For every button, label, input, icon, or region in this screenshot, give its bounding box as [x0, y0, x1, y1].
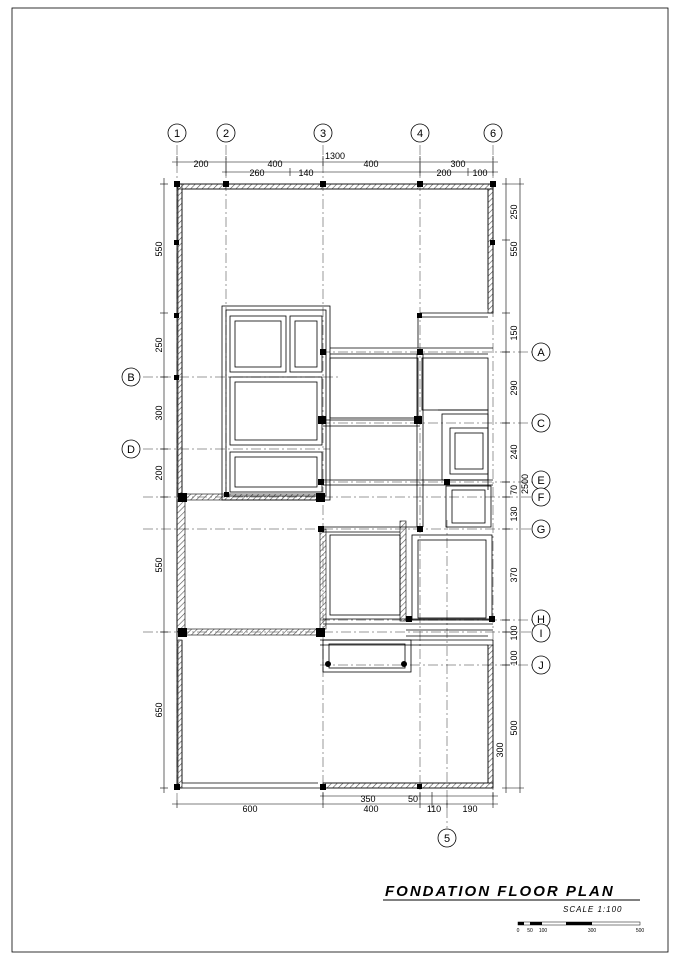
scale-tick-0: 0: [516, 928, 520, 934]
grid-label-A: A: [537, 347, 545, 359]
dim-right-2500: 2500: [520, 473, 530, 495]
dim-right-150: 150: [509, 325, 519, 341]
grid-label-B: B: [127, 372, 135, 384]
dim-top-260: 260: [249, 168, 265, 178]
dim-right-100a: 100: [509, 625, 519, 641]
dim-right-250: 250: [509, 204, 519, 220]
dim-bottom-350: 350: [360, 794, 376, 804]
dim-left-250: 250: [154, 337, 164, 353]
dim-top-200: 200: [193, 159, 209, 169]
dim-right-370: 370: [509, 567, 519, 583]
dim-bottom-50: 50: [407, 794, 419, 804]
grid-label-H: H: [537, 614, 545, 626]
dim-left-200: 200: [154, 465, 164, 481]
scale-tick-100: 100: [538, 928, 548, 934]
dim-right-290: 290: [509, 380, 519, 396]
dim-left-300: 300: [154, 405, 164, 421]
dim-top-200b: 200: [436, 168, 452, 178]
dim-left-550b: 550: [154, 557, 164, 573]
grid-label-C: C: [537, 418, 545, 430]
grid-label-G: G: [536, 524, 546, 536]
beams: [222, 306, 493, 672]
grid-label-J: J: [538, 660, 544, 672]
dim-right-130: 130: [509, 506, 519, 522]
dim-bottom-110: 110: [426, 804, 442, 814]
grid-label-5: 5: [443, 833, 451, 845]
scale-tick-300: 300: [587, 928, 597, 934]
grid-label-4: 4: [416, 128, 424, 140]
dim-top-140: 140: [298, 168, 314, 178]
dim-bottom-190: 190: [462, 804, 478, 814]
scale-tick-50: 50: [527, 928, 533, 934]
dim-top-400b: 400: [363, 159, 379, 169]
dim-right-240: 240: [509, 444, 519, 460]
dim-top-1300: 1300: [324, 151, 346, 161]
dim-left-550a: 550: [154, 241, 164, 257]
dim-top-100: 100: [472, 168, 488, 178]
scale-label: SCALE 1:100: [563, 905, 623, 914]
dim-right-550: 550: [509, 241, 519, 257]
dim-bottom-600: 600: [242, 804, 258, 814]
grid-markers-top: [168, 124, 502, 142]
grid-label-I: I: [539, 628, 543, 640]
dim-right-300: 300: [495, 742, 505, 758]
plan-title: FONDATION FLOOR PLAN: [385, 883, 615, 900]
dim-left-650: 650: [154, 702, 164, 718]
grid-lines: [143, 145, 543, 828]
dim-right-70: 70: [509, 484, 519, 496]
grid-label-F: F: [537, 492, 545, 504]
grid-label-2: 2: [222, 128, 230, 140]
dim-right-100b: 100: [509, 650, 519, 666]
dim-bottom-400: 400: [363, 804, 379, 814]
grid-label-D: D: [127, 444, 135, 456]
dim-top-300: 300: [450, 159, 466, 169]
dim-right-500: 500: [509, 720, 519, 736]
grid-label-E: E: [537, 475, 545, 487]
grid-label-1: 1: [173, 128, 181, 140]
scale-bar: [518, 922, 640, 925]
grid-label-6: 6: [489, 128, 497, 140]
scale-tick-500: 500: [635, 928, 645, 934]
dim-top-400a: 400: [267, 159, 283, 169]
grid-label-3: 3: [319, 128, 327, 140]
